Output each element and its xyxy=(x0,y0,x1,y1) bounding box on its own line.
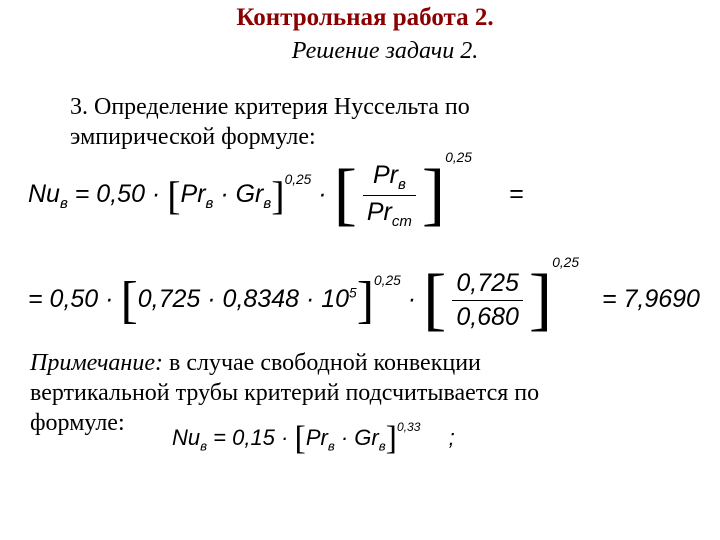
formula1-pr: $Pr_в$ xyxy=(180,180,214,212)
formula2-fraction: $\frac{0,725}{0,680}$ xyxy=(446,269,529,332)
formula2-result: = 7,9690 xyxy=(601,285,700,313)
formula1-fraction: $\frac{Pr_в}{Pr_{ст}}$ xyxy=(357,161,422,230)
section-heading xyxy=(70,92,470,152)
formula3-exp: 0,33 xyxy=(396,420,421,434)
note-text-line3: формуле: xyxy=(30,410,125,436)
formula2-inside: $0,725 \cdot 0,8348 \cdot 10^5$ xyxy=(137,285,357,313)
note-label: Примечание: xyxy=(30,350,163,376)
formula3-lhs: $Nu_в$ xyxy=(172,425,208,454)
formula3-gr: $Gr_в$ xyxy=(354,425,386,454)
formula3-coef: = 0,15 · xyxy=(213,425,289,450)
section-heading-line1: 3. Определение критерия Нуссельта по xyxy=(70,94,470,120)
section-heading-line2: эмпирической формуле: xyxy=(70,124,316,150)
formula-nusselt-free-convection: $Nu_в = 0,15 \cdot [Pr_в \cdot Gr_в]^{0,33}$ ; xyxy=(172,420,455,458)
formula-nusselt-numeric: = $0,50 \cdot [0,725 \cdot 0,8348 \cdot 10^5]^{0,25}$ · [ $\frac{0,725}{0,680}$ ]$^{0,25}$ = 7,9690 xyxy=(28,255,700,339)
note-text-line1: в случае свободной конвекции xyxy=(162,350,481,376)
formula1-coef: = 0,50 · xyxy=(74,180,161,208)
formula1-exp1: 0,25 xyxy=(284,172,312,187)
formula3-pr: $Pr_в$ xyxy=(305,425,335,454)
note-text-line2: вертикальной трубы критерий подсчитывается по xyxy=(30,380,540,406)
formula1-lhs: $Nu_в$ xyxy=(28,180,68,212)
formula2-exp2: 0,25 xyxy=(552,255,579,270)
formula2-exp1: 0,25 xyxy=(374,273,401,288)
formula-nusselt-general: $Nu_в = 0,50 \cdot [Pr_в \cdot Gr_в]^{0,25}$ · [ $\frac{Pr_в}{Pr_{ст}}$ ]$^{0,25}$ = xyxy=(28,150,524,234)
slide-title: Контрольная работа 2. xyxy=(236,4,494,31)
formula1-gr: $Gr_в$ xyxy=(235,180,272,212)
formula1-exp2: 0,25 xyxy=(445,150,472,165)
slide-subtitle: Решение задачи 2. xyxy=(291,38,479,64)
